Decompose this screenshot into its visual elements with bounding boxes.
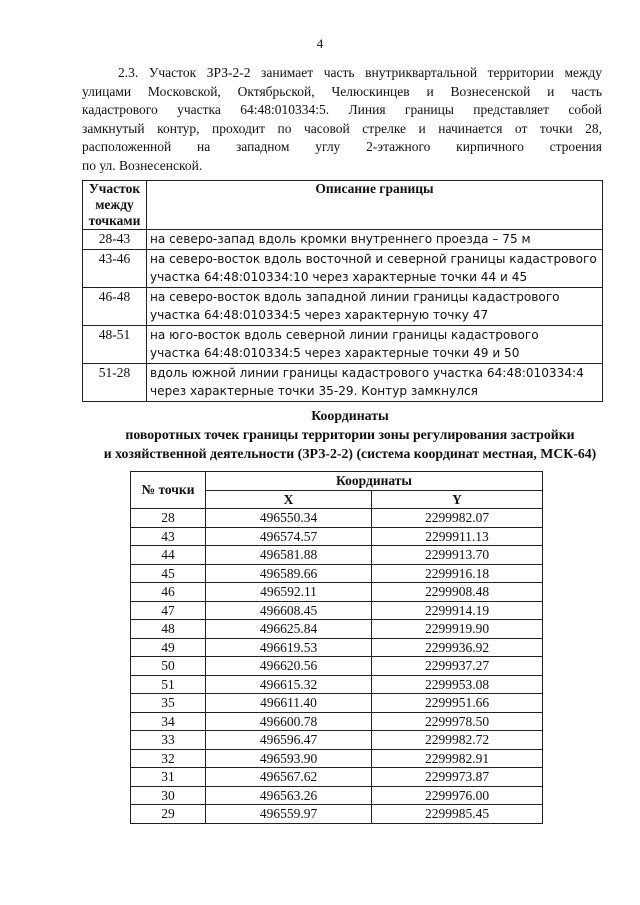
description-cell: [147, 287, 603, 325]
coords-y-cell: 2299982.72: [372, 731, 543, 750]
coords-y-cell: 2299973.87: [372, 768, 543, 787]
boundary-row: [83, 287, 603, 325]
description-cell: [147, 363, 603, 401]
coords-x-cell: 496563.26: [206, 786, 372, 805]
coords-row: [131, 657, 543, 676]
coords-row: [131, 527, 543, 546]
coords-x-cell: 496559.97: [206, 805, 372, 824]
header-coordinates: Координаты: [206, 472, 543, 491]
description-line: на северо-восток вдоль западной линии границы кадастрового: [150, 289, 560, 304]
header-point: № точки: [131, 472, 206, 509]
coords-y-cell: 2299953.08: [372, 675, 543, 694]
coords-row: [131, 749, 543, 768]
coords-point-cell: 47: [131, 601, 206, 620]
description-cell: [147, 230, 603, 250]
coords-point-cell: 46: [131, 583, 206, 602]
coords-row: [131, 638, 543, 657]
boundary-row: [83, 363, 603, 401]
header-segment-line: точками: [88, 213, 141, 228]
coords-y-cell: 2299911.13: [372, 527, 543, 546]
coords-x-cell: 496620.56: [206, 657, 372, 676]
coords-x-cell: 496550.34: [206, 509, 372, 528]
coords-x-cell: 496619.53: [206, 638, 372, 657]
coords-point-cell: 49: [131, 638, 206, 657]
description-line: на северо-запад вдоль кромки внутреннего проезда – 75 м: [150, 232, 531, 246]
coords-y-cell: 2299908.48: [372, 583, 543, 602]
coords-x-cell: 496600.78: [206, 712, 372, 731]
header-segment: [83, 181, 147, 230]
description-line: на северо-восток вдоль восточной и северной границы кадастрового: [150, 251, 597, 266]
coords-point-cell: 32: [131, 749, 206, 768]
coords-x-cell: 496596.47: [206, 731, 372, 750]
coords-row: [131, 805, 543, 824]
coords-point-cell: 28: [131, 509, 206, 528]
coords-y-cell: 2299936.92: [372, 638, 543, 657]
coords-point-cell: 31: [131, 768, 206, 787]
intro-line: расположенной на западном углу 2-этажного кирпичного строения: [82, 139, 602, 154]
coords-point-cell: 50: [131, 657, 206, 676]
segment-cell: 51-28: [83, 363, 147, 401]
intro-line-text: кадастрового участка 64:48:010334:5. Линия границы представляет собой: [82, 102, 602, 117]
description-cell: [147, 325, 603, 363]
coords-point-cell: 48: [131, 620, 206, 639]
coords-point-cell: 51: [131, 675, 206, 694]
boundary-table: [82, 180, 603, 402]
coords-x-cell: 496581.88: [206, 546, 372, 565]
coords-y-cell: 2299985.45: [372, 805, 543, 824]
coords-heading-line: Координаты: [311, 408, 389, 423]
intro-line: улицами Московской, Октябрьской, Челюскинцев и Вознесенской и часть: [82, 83, 602, 99]
coords-heading-line: поворотных точек границы территории зоны регулирования застройки: [125, 427, 575, 442]
coords-row: [131, 786, 543, 805]
coords-y-cell: 2299919.90: [372, 620, 543, 639]
intro-line: [82, 101, 602, 120]
coords-x-cell: 496567.62: [206, 768, 372, 787]
coords-row: [131, 546, 543, 565]
header-description: Описание границы: [147, 181, 603, 230]
coords-row: [131, 675, 543, 694]
coords-row: [131, 601, 543, 620]
coords-row: [131, 731, 543, 750]
coords-row: [131, 620, 543, 639]
header-segment-line: между: [95, 197, 134, 212]
coords-point-cell: 44: [131, 546, 206, 565]
segment-cell: 28-43: [83, 230, 147, 250]
description-line: участка 64:48:010334:10 через характерные точки 44 и 45: [150, 270, 528, 284]
coords-row: [131, 694, 543, 713]
coords-x-cell: 496592.11: [206, 583, 372, 602]
coords-x-cell: 496625.84: [206, 620, 372, 639]
coords-heading-line: и хозяйственной деятельности (ЗРЗ-2-2) (система координат местная, МСК-64): [103, 446, 597, 461]
boundary-row: [83, 325, 603, 363]
coords-row: [131, 712, 543, 731]
coords-x-cell: 496615.32: [206, 675, 372, 694]
header-x: X: [206, 490, 372, 509]
coords-point-cell: 29: [131, 805, 206, 824]
coordinates-table: [130, 471, 543, 824]
description-line: вдоль южной линии границы кадастрового участка 64:48:010334:4: [150, 365, 584, 380]
segment-cell: 48-51: [83, 325, 147, 363]
coords-y-cell: 2299913.70: [372, 546, 543, 565]
coords-x-cell: 496593.90: [206, 749, 372, 768]
page-number: 4: [316, 36, 324, 51]
coords-header-row: [131, 472, 543, 491]
coords-row: [131, 583, 543, 602]
header-y: Y: [372, 490, 543, 509]
boundary-table-header: [83, 181, 603, 230]
coords-x-cell: 496608.45: [206, 601, 372, 620]
coords-y-cell: 2299951.66: [372, 694, 543, 713]
coords-y-cell: 2299976.00: [372, 786, 543, 805]
coords-row: [131, 768, 543, 787]
description-cell: [147, 249, 603, 287]
coords-y-cell: 2299982.07: [372, 509, 543, 528]
segment-cell: 43-46: [83, 249, 147, 287]
description-line: участка 64:48:010334:5 через характерные точки 49 и 50: [150, 346, 520, 360]
description-line: через характерные точки 35-29. Контур замкнулся: [150, 384, 478, 398]
coords-point-cell: 35: [131, 694, 206, 713]
coords-point-cell: 33: [131, 731, 206, 750]
coords-point-cell: 30: [131, 786, 206, 805]
coords-y-cell: 2299982.91: [372, 749, 543, 768]
description-line: на юго-восток вдоль северной линии границы кадастрового: [150, 327, 539, 342]
coords-x-cell: 496611.40: [206, 694, 372, 713]
coords-row: [131, 509, 543, 528]
coords-y-cell: 2299914.19: [372, 601, 543, 620]
coords-y-cell: 2299916.18: [372, 564, 543, 583]
segment-cell: 46-48: [83, 287, 147, 325]
coords-heading: [60, 406, 640, 463]
coords-point-cell: 34: [131, 712, 206, 731]
intro-paragraph: [82, 64, 602, 175]
coords-row: [131, 564, 543, 583]
coords-x-cell: 496589.66: [206, 564, 372, 583]
boundary-row: [83, 249, 603, 287]
boundary-row: [83, 230, 603, 250]
header-segment-line: Участок: [88, 181, 141, 196]
intro-line: замкнутый контур, проходит по часовой стрелке и начинается от точки 28,: [82, 120, 602, 136]
coords-point-cell: 43: [131, 527, 206, 546]
intro-line: 2.3. Участок ЗРЗ-2-2 занимает часть внутриквартальной территории между: [118, 65, 602, 80]
coords-y-cell: 2299937.27: [372, 657, 543, 676]
intro-line: по ул. Вознесенской.: [82, 157, 203, 173]
coords-point-cell: 45: [131, 564, 206, 583]
coords-x-cell: 496574.57: [206, 527, 372, 546]
description-line: участка 64:48:010334:5 через характерную точку 47: [150, 308, 489, 322]
coords-y-cell: 2299978.50: [372, 712, 543, 731]
